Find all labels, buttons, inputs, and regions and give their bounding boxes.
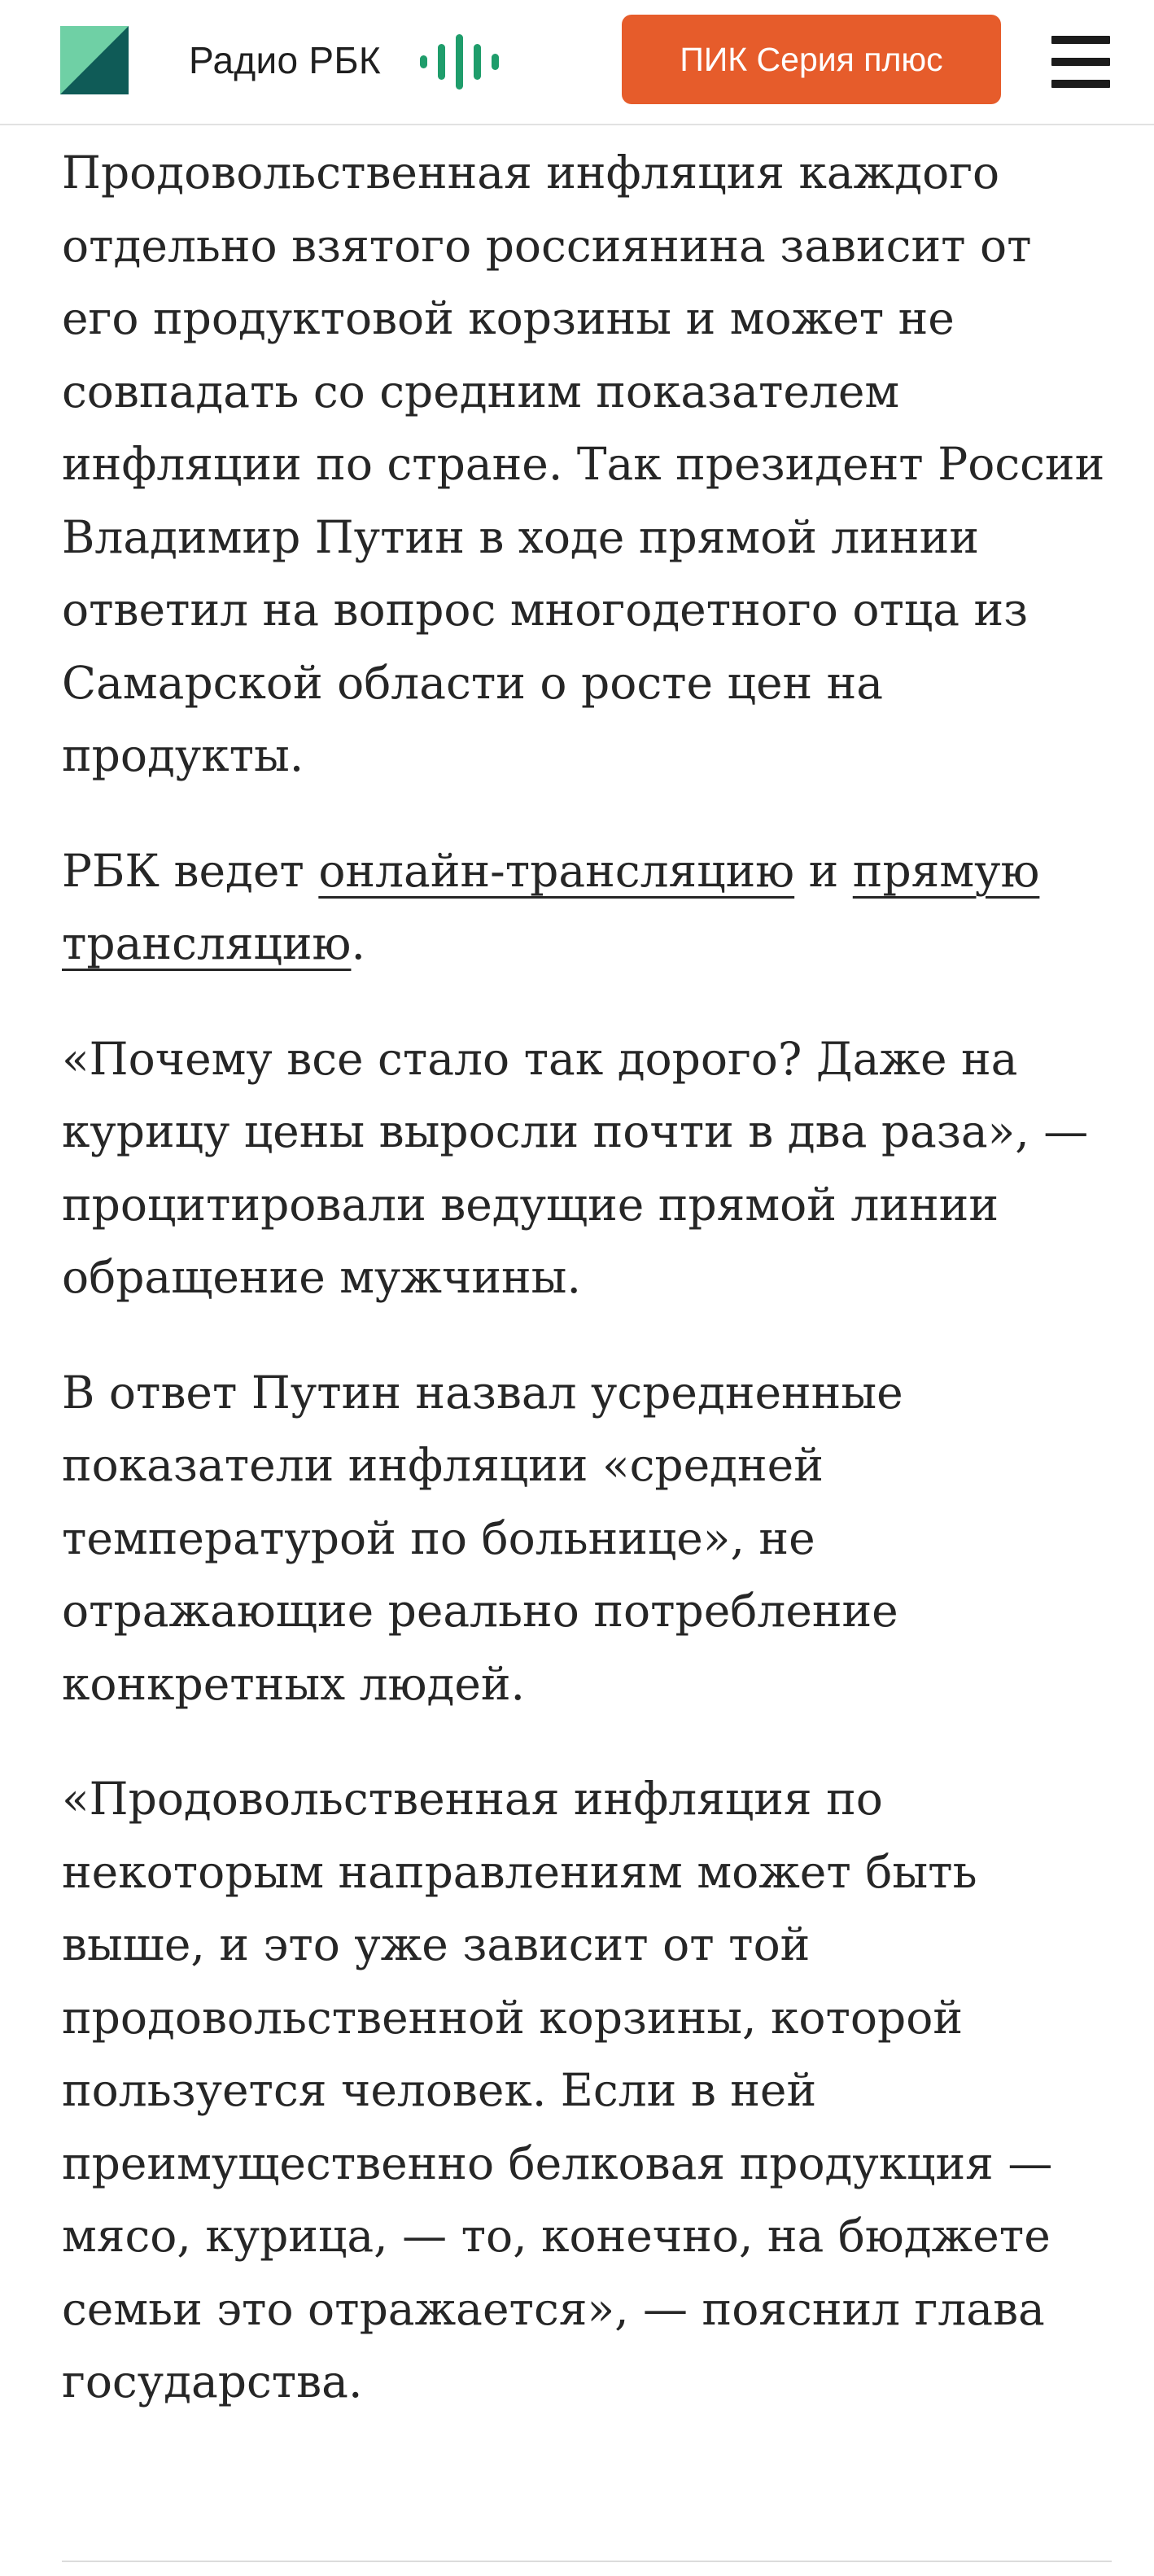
article-paragraph: Продовольственная инфляция каждого отдельно взятого россиянина зависит от его продуктовой корзины и может не совпадать со средним показателем инфляции по стране. Так президент России Владимир Путин в ходе прямой линии ответил на вопрос многодетного отца из Самарской области о росте цен на продукты. xyxy=(62,147,1105,781)
divider xyxy=(62,2561,1112,2562)
paragraph-text: и xyxy=(794,844,853,897)
article-paragraph xyxy=(62,835,1120,981)
article-body xyxy=(62,137,1120,2461)
menu-bar xyxy=(1051,58,1110,66)
pik-series-plus-button[interactable]: ПИК Серия плюс xyxy=(622,15,1001,104)
menu-bar xyxy=(1051,80,1110,88)
rbc-logo-icon[interactable] xyxy=(60,26,129,94)
audio-wave-icon xyxy=(417,34,506,90)
hamburger-menu-icon[interactable] xyxy=(1051,36,1110,88)
article-paragraph: В ответ Путин назвал усредненные показатели инфляции «средней температурой по больнице», не отражающие реально потребление конкретных людей. xyxy=(62,1366,903,1710)
online-broadcast-link[interactable]: онлайн-трансляцию xyxy=(318,844,795,897)
site-header xyxy=(0,0,1154,125)
brand-name[interactable]: Радио РБК xyxy=(189,39,382,81)
live-broadcast-link[interactable]: прямую трансляцию xyxy=(62,844,1040,969)
article-paragraph: «Продовольственная инфляция по некоторым направлениям может быть выше, и это уже зависит от той продовольственной корзины, которой пользуется человек. Если в ней преимущественно белковая продукция — мясо, курица, — то, конечно, на бюджете семьи это отражается», — пояснил глава государства. xyxy=(62,1773,1053,2408)
menu-bar xyxy=(1051,36,1110,44)
article-paragraph: «Почему все стало так дорого? Даже на курицу цены выросли почти в два раза», — процитировали ведущие прямой линии обращение мужчины. xyxy=(62,1032,1089,1303)
paragraph-text: РБК ведет xyxy=(62,844,319,897)
paragraph-text: . xyxy=(351,917,365,969)
